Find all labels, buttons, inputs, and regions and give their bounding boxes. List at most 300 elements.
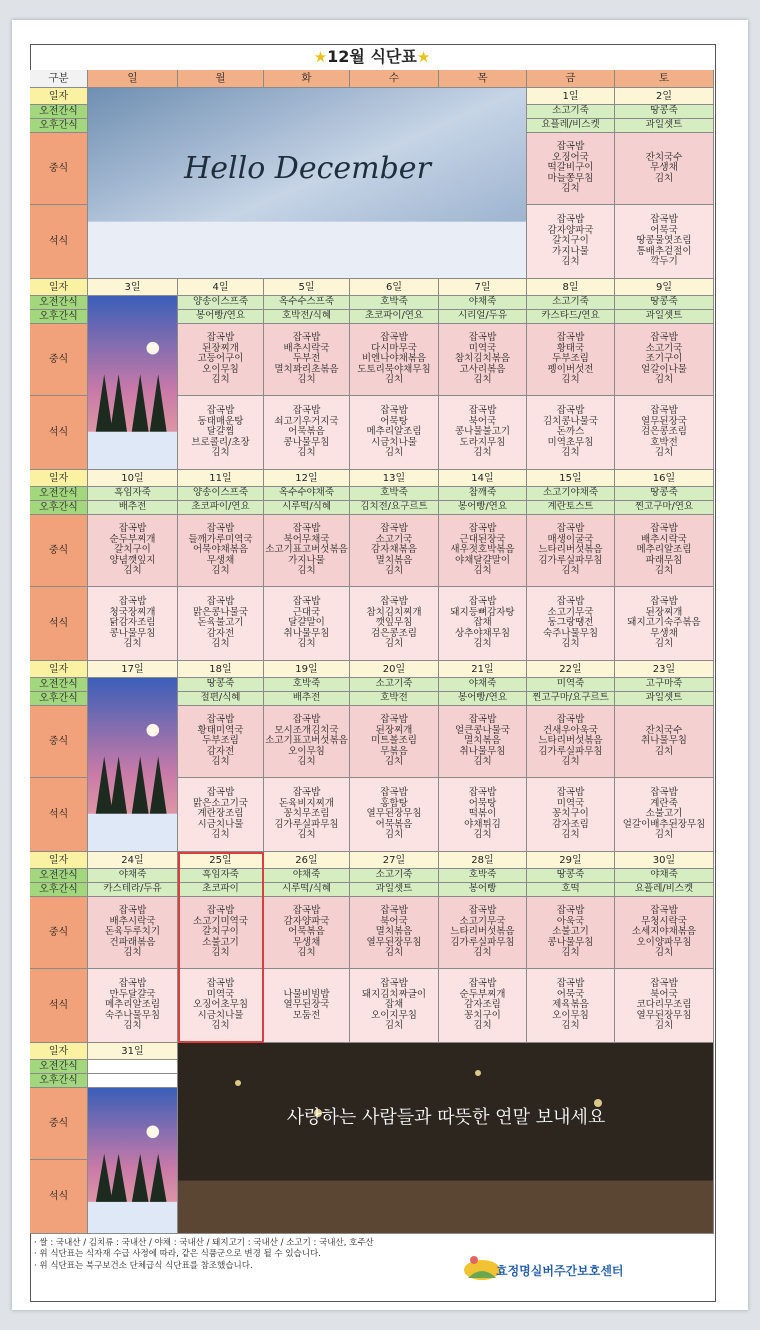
menu-item: 잡곡밥 [468,905,497,917]
date-cell: 2일 [615,88,714,105]
menu-item: 미역국 [468,342,497,354]
menu-item: 오징어초무침 [192,999,249,1011]
header-day: 토 [615,70,714,88]
row-label-snack-am: 오전간식 [30,869,88,883]
menu-item: 돈육불고기 [197,617,244,629]
snack-pm-cell: 호박전/식혜 [264,310,350,324]
snack-am-cell: 야채죽 [88,869,178,883]
menu-item: 잡곡밥 [556,596,585,608]
menu-item: 김치 [384,638,404,650]
menu-item: 무생채 [206,554,235,566]
menu-item: 김치 [297,829,316,841]
menu-item: 모시조개김치국 [274,724,339,736]
snack-pm-cell: 계란토스트 [527,501,615,515]
menu-item: 잡곡밥 [118,596,147,608]
menu-item: 순두부찌개 [109,533,156,545]
header-day: 수 [350,70,439,88]
menu-item: 오이무침 [202,363,239,375]
menu-item: 김치 [384,374,404,386]
menu-item: 호박전 [650,436,678,448]
menu-item: 메추리알조림 [366,426,422,438]
menu-item: 가지나물 [552,245,589,257]
snack-am-cell: 호박죽 [350,296,439,310]
menu-item: 무생채 [292,936,321,948]
menu-item: 오이무침 [288,745,325,757]
snack-pm-cell: 시루떡/식혜 [264,501,350,515]
snack-pm-cell: 봉어빵/연요 [178,310,264,324]
menu-item: 건파래볶음 [109,936,156,948]
snack-pm-cell: 초코파이 [178,883,264,897]
menu-item: 동그랑땡전 [547,617,594,629]
menu-item: 돈육비지찌개 [278,797,335,809]
menu-item: 잡곡밥 [206,523,235,535]
row-label-snack-pm: 오후간식 [30,1074,88,1088]
menu-item: 김치 [654,1020,674,1032]
menu-item: 어묵탕 [380,415,408,427]
menu-item: 코다리무조림 [636,999,692,1011]
lunch-menu [350,897,439,969]
snack-pm-cell: 카스테라/두유 [88,883,178,897]
date-cell: 24일 [88,852,178,869]
menu-item: 황태국 [556,342,585,354]
lunch-menu [178,897,264,969]
dinner-menu [527,205,615,279]
menu-item: 잡곡밥 [206,787,235,799]
lunch-menu [615,706,714,778]
menu-item: 어묵야채볶음 [192,544,249,556]
menu-item: 김치 [561,183,580,195]
menu-item: 잡곡밥 [556,405,585,417]
menu-item: 소고기표고버섯볶음 [265,544,348,556]
date-cell: 30일 [615,852,714,869]
menu-item: 잡곡밥 [118,905,147,917]
row-label-lunch: 중식 [30,515,88,587]
lunch-menu [615,324,714,396]
snack-pm-cell: 김치전/요구르트 [350,501,439,515]
menu-item: 도토리묵야채무침 [357,363,431,375]
menu-item: 잡곡밥 [206,405,235,417]
menu-item: 김가루실파무침 [274,818,339,830]
menu-item: 김치 [211,447,230,459]
snack-am-cell: 소고기죽 [527,296,615,310]
lunch-menu [178,515,264,587]
date-cell: 7일 [439,279,527,296]
menu-item: 멸치볶음 [375,554,413,566]
menu-item: 달걀말이 [288,617,325,629]
row-label-lunch: 중식 [30,133,88,205]
title-text: 12월 식단표 [327,47,417,66]
menu-item: 김치콩나물국 [542,415,599,427]
winter-image [88,678,178,852]
row-label-date: 일자 [30,470,88,487]
menu-item: 김치 [297,638,316,650]
menu-item: 배추시락국 [109,915,156,927]
dinner-menu [439,969,527,1043]
menu-item: 감자양파국 [547,224,594,236]
dinner-menu [527,587,615,661]
menu-item: 김치 [561,638,580,650]
menu-item: 김치 [297,374,316,386]
snack-pm-cell: 과일셋트 [615,310,714,324]
menu-item: 달걀찜 [206,426,235,438]
row-label-dinner: 석식 [30,587,88,661]
date-cell: 14일 [439,470,527,487]
dinner-menu [615,778,714,852]
menu-item: 잡곡밥 [380,978,408,990]
menu-item: 열무된장무침 [366,936,422,948]
menu-item: 김치 [561,447,580,459]
menu-item: 오이무침 [552,1009,589,1021]
row-label-date: 일자 [30,88,88,105]
snack-pm-cell: 찐고구마/요구르트 [527,692,615,706]
date-cell: 5일 [264,279,350,296]
snack-pm-cell: 시리얼/두유 [439,310,527,324]
row-label-snack-am: 오전간식 [30,1060,88,1074]
menu-item: 김치 [473,447,492,459]
row-label-dinner: 석식 [30,1160,88,1234]
dinner-menu [615,969,714,1043]
menu-item: 김치 [123,638,142,650]
menu-item: 김치 [561,374,580,386]
dinner-menu [88,587,178,661]
menu-item: 김치 [473,374,492,386]
note-line: · 쌀 : 국내산 / 김치류 : 국내산 / 야채 : 국내산 / 돼지고기 : 국내산 / 소고기 : 국내산, 호주산 [34,1238,374,1248]
menu-item: 맑은콩나물국 [192,606,249,618]
menu-item: 김치 [297,565,316,577]
snack-pm-cell: 과일셋트 [350,883,439,897]
menu-item: 잡곡밥 [468,714,497,726]
menu-item: 배추시락국 [641,533,687,545]
row-label-date: 일자 [30,279,88,296]
menu-item: 멸치볶음 [464,735,501,747]
snack-am-cell: 미역죽 [527,678,615,692]
row-label-lunch: 중식 [30,1088,88,1160]
menu-item: 김치 [654,374,674,386]
snack-pm-cell: 봉어빵 [439,883,527,897]
menu-item: 잡곡밥 [468,978,497,990]
menu-item: 잡곡밥 [292,905,321,917]
menu-item: 김치 [473,829,492,841]
snack-pm-cell: 배추전 [88,501,178,515]
lunch-menu [264,515,350,587]
menu-item: 마늘쫑무침 [547,172,594,184]
menu-item: 취나물무침 [641,735,687,747]
snack-am-cell: 땅콩죽 [615,105,714,119]
row-label-lunch: 중식 [30,324,88,396]
menu-item: 잡곡밥 [206,978,235,990]
menu-item: 잡곡밥 [380,332,408,344]
menu-item: 잡곡밥 [380,714,408,726]
snack-am-cell: 땅콩죽 [615,487,714,501]
menu-item: 돼지고기숙주볶음 [627,617,701,629]
menu-item: 새우젓호박볶음 [450,544,515,556]
menu-item: 열무된장무침 [636,1009,692,1021]
menu-item: 잡곡밥 [292,405,321,417]
lunch-menu [439,706,527,778]
row-label-snack-am: 오전간식 [30,678,88,692]
dinner-menu [178,778,264,852]
menu-item: 상추야채무침 [454,627,511,639]
menu-item: 두부조림 [552,353,589,365]
menu-item: 김치 [654,172,674,184]
menu-item: 돼지등뼈감자탕 [450,606,515,618]
menu-item: 소고기미역국 [192,915,249,927]
snack-am-cell: 소고기죽 [350,869,439,883]
menu-item: 돼지김치짜글이 [361,988,427,1000]
menu-item: 잡곡밥 [556,523,585,535]
snack-pm-cell: 봉어빵/연요 [439,501,527,515]
lunch-menu [350,324,439,396]
date-cell: 15일 [527,470,615,487]
star-icon: ★ [313,48,328,66]
menu-item: 북어무채국 [283,533,330,545]
menu-item: 메추리알조림 [636,544,692,556]
menu-item: 콩나물무침 [283,436,330,448]
snack-am-cell: 소고기야채죽 [527,487,615,501]
snack-am-cell: 흑임자죽 [88,487,178,501]
menu-item: 무청시락국 [641,915,687,927]
menu-item: 근대된장국 [459,533,506,545]
menu-item: 김치 [211,756,230,768]
menu-item: 김치 [297,947,316,959]
menu-item: 나물비빔밥 [283,988,330,1000]
date-cell: 27일 [350,852,439,869]
header-day: 일 [88,70,178,88]
snack-am-cell: 참깨죽 [439,487,527,501]
menu-item: 잡곡밥 [468,332,497,344]
menu-item: 얼큰콩나물국 [454,724,511,736]
menu-item: 아욱국 [556,915,585,927]
snack-pm-cell: 과일셋트 [615,692,714,706]
menu-item: 미역국 [206,988,235,1000]
dinner-menu [615,396,714,470]
lunch-menu [527,133,615,205]
menu-item: 김치 [654,829,674,841]
menu-item: 어묵국 [650,224,678,236]
row-label-lunch: 중식 [30,706,88,778]
menu-item: 가지나물 [288,554,325,566]
menu-item: 통배추겉절이 [636,245,692,257]
menu-item: 무볶음 [380,745,408,757]
menu-item: 청국장찌개 [109,606,156,618]
menu-item: 김치 [211,947,230,959]
row-label-dinner: 석식 [30,205,88,279]
dinner-menu [527,396,615,470]
lunch-menu [88,897,178,969]
menu-item: 콩나물불고기 [454,426,511,438]
menu-item: 콩나물무침 [547,936,594,948]
menu-item: 멸치꽈리초볶음 [274,363,339,375]
dinner-menu [264,969,350,1043]
date-cell: 11일 [178,470,264,487]
menu-item: 김치 [561,947,580,959]
menu-item: 잡곡밥 [650,523,678,535]
header-day: 화 [264,70,350,88]
dinner-menu [615,587,714,661]
menu-item: 잡곡밥 [650,332,678,344]
menu-item: 느타리버섯볶음 [450,926,515,938]
snack-pm-cell: 요플레/비스켓 [527,119,615,133]
menu-item: 잡곡밥 [468,787,497,799]
menu-item: 비엔나야채볶음 [361,353,427,365]
snack-am-cell: 호박죽 [350,487,439,501]
menu-item: 잡곡밥 [468,405,497,417]
menu-item: 시금치나물 [371,436,417,448]
snack-pm-cell: 초코파이/연요 [350,310,439,324]
menu-item: 김치 [654,638,674,650]
date-cell: 29일 [527,852,615,869]
menu-item: 잡곡밥 [206,332,235,344]
snack-pm-cell: 요플레/비스켓 [615,883,714,897]
menu-item: 김가루실파무침 [538,745,603,757]
snack-am-cell: 호박죽 [264,678,350,692]
menu-item: 김치 [211,638,230,650]
menu-item: 닭감자조림 [109,617,156,629]
menu-item: 김치 [384,947,404,959]
dinner-menu [178,396,264,470]
row-label-snack-am: 오전간식 [30,296,88,310]
menu-item: 김치 [123,947,142,959]
menu-item: 취나물무침 [459,745,506,757]
menu-item: 어묵볶음 [375,818,413,830]
snack-pm-cell: 호박전 [350,692,439,706]
menu-item: 김치 [297,756,316,768]
snack-am-cell: 땅콩죽 [178,678,264,692]
menu-item: 매생이굴국 [547,533,594,545]
menu-item: 김치 [561,756,580,768]
menu-item: 김치 [211,374,230,386]
menu-item: 소불고기 [202,936,239,948]
logo-text: 효정명실버주간보호센터 [496,1264,624,1278]
dinner-menu [264,778,350,852]
date-cell: 18일 [178,661,264,678]
menu-item: 김치 [473,565,492,577]
lunch-menu [264,706,350,778]
menu-item: 검은콩조림 [371,627,417,639]
menu-item: 갈치구이 [114,544,151,556]
header-day: 금 [527,70,615,88]
menu-item: 잡곡밥 [556,978,585,990]
snack-pm-cell: 배추전 [264,692,350,706]
winter-scene [88,678,178,852]
snack-am-cell [88,1060,178,1074]
dinner-menu [178,969,264,1043]
menu-item: 김치 [561,256,580,268]
menu-item: 검은콩조림 [641,426,687,438]
menu-item: 김치 [297,447,316,459]
date-cell: 22일 [527,661,615,678]
menu-item: 시금치나물 [197,818,244,830]
snack-am-cell: 야채죽 [439,678,527,692]
menu-item: 잡곡밥 [380,596,408,608]
date-cell: 19일 [264,661,350,678]
menu-item: 시금치나물 [197,1009,244,1021]
menu-item: 고사리볶음 [459,363,506,375]
menu-item: 김치 [384,565,404,577]
menu-item: 어묵볶음 [288,426,325,438]
menu-item: 참치김치찌개 [366,606,422,618]
menu-item: 잡곡밥 [556,714,585,726]
menu-item: 파래무침 [645,554,683,566]
dinner-menu [178,587,264,661]
menu-item: 소세지야채볶음 [631,926,697,938]
menu-item: 야채튀김 [464,818,501,830]
menu-item: 잡곡밥 [118,523,147,535]
snack-pm-cell [88,1074,178,1088]
dinner-menu [439,396,527,470]
date-cell: 26일 [264,852,350,869]
row-label-snack-pm: 오후간식 [30,883,88,897]
menu-item: 김치 [384,829,404,841]
snack-pm-cell: 과일셋트 [615,119,714,133]
menu-item: 깻잎무침 [375,617,413,629]
menu-item: 두부조림 [202,735,239,747]
menu-item: 두부전 [292,353,321,365]
year-end-banner [178,1043,714,1234]
row-label-dinner: 석식 [30,396,88,470]
menu-item: 얼갈이배추된장무침 [622,818,706,830]
menu-item: 잡곡밥 [292,787,321,799]
menu-item: 땅콩물엿조림 [636,235,692,247]
snack-am-cell: 소고기죽 [527,105,615,119]
menu-item: 돈까스 [556,426,585,438]
menu-item: 김치 [473,756,492,768]
lunch-menu [615,133,714,205]
dinner-menu [615,205,714,279]
menu-item: 김치 [123,565,142,577]
lunch-menu [439,897,527,969]
lunch-menu [615,515,714,587]
december-banner [88,88,527,279]
lunch-menu [527,706,615,778]
menu-item: 잡곡밥 [650,596,678,608]
year-end-text: 사랑하는 사람들과 따뜻한 연말 보내세요 [286,1107,606,1129]
row-label-lunch: 중식 [30,897,88,969]
winter-scene [88,296,178,470]
menu-item: 김치 [211,565,230,577]
menu-item: 무생채 [650,162,678,174]
date-cell: 20일 [350,661,439,678]
lunch-menu [178,706,264,778]
menu-item: 잡곡밥 [556,332,585,344]
snack-am-cell: 흑임자죽 [178,869,264,883]
lunch-menu [439,515,527,587]
menu-item: 소고기표고버섯볶음 [265,735,348,747]
winter-scene [88,1088,178,1234]
menu-item: 잡곡밥 [292,714,321,726]
menu-item: 김치 [654,447,674,459]
menu-item: 감자조림 [464,999,501,1011]
snack-am-cell: 야채죽 [264,869,350,883]
banner-text: Hello December [184,150,431,186]
menu-item: 얼갈이나물 [641,363,687,375]
menu-item: 열무된장무침 [366,808,422,820]
snack-pm-cell: 호떡 [527,883,615,897]
year-end-banner [178,1043,714,1234]
menu-item: 꽁치구이 [464,1009,501,1021]
menu-item: 소불고기 [645,808,683,820]
menu-item: 잡곡밥 [380,523,408,535]
menu-item: 열무된장국 [283,999,330,1011]
menu-item: 계란장조림 [197,808,244,820]
snack-am-cell: 야채죽 [439,296,527,310]
menu-item: 펭이버섯전 [547,363,594,375]
row-label-dinner: 석식 [30,778,88,852]
menu-item: 김치 [384,756,404,768]
menu-item: 잡곡밥 [556,787,585,799]
snack-am-cell: 땅콩죽 [615,296,714,310]
menu-item: 떡볶이 [468,808,497,820]
